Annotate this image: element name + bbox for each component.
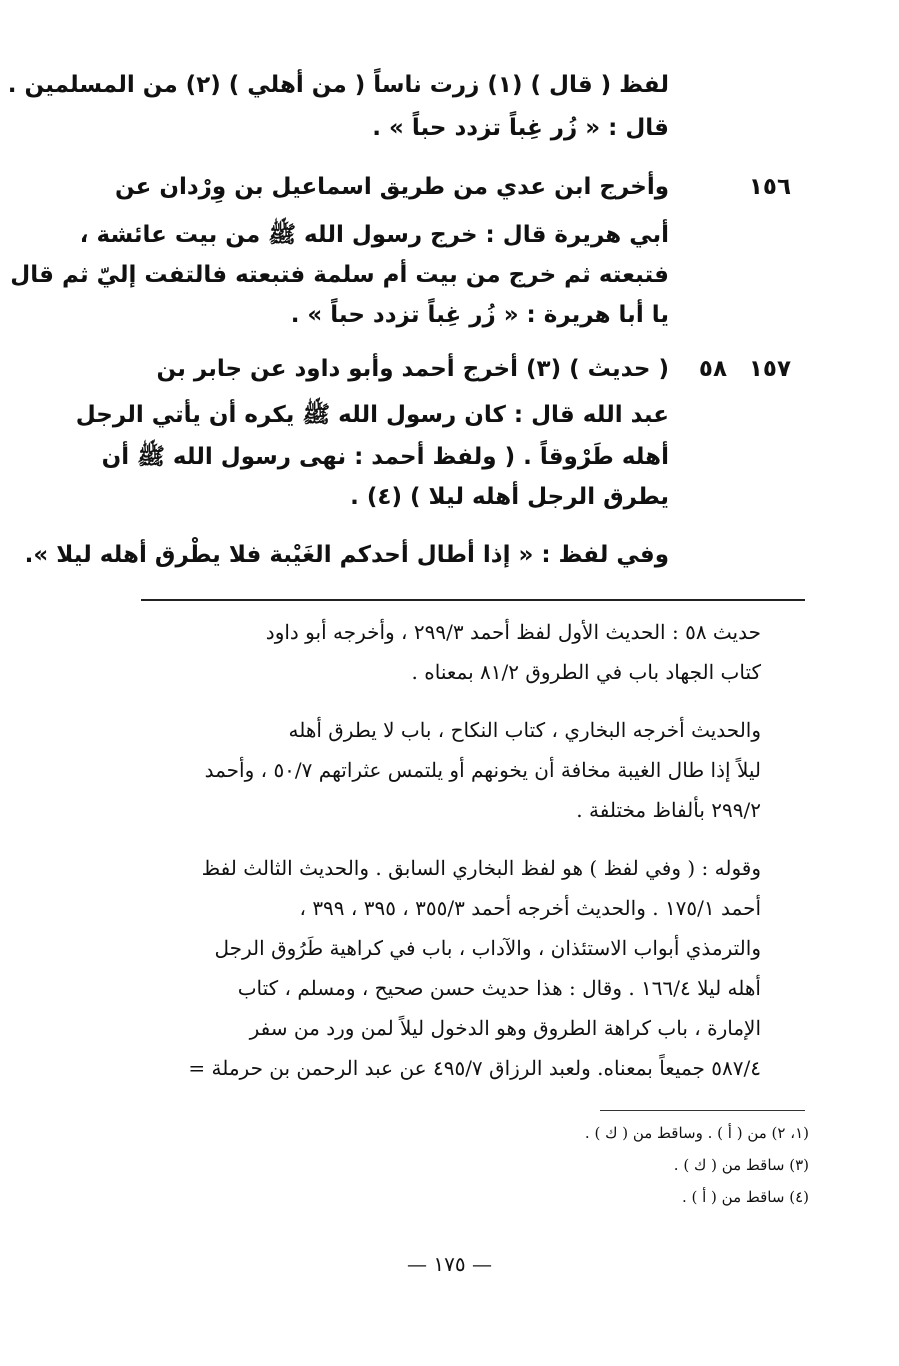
commentary-line: الإمارة ، باب كراهة الطروق وهو الدخول ليلاً لمن ورد من سفر	[249, 1016, 761, 1040]
entry-line: فتبعته ثم خرج من بيت أم سلمة فتبعته فالتفت إليّ ثم قال	[10, 262, 669, 288]
page-number: — ١٧٥ —	[407, 1252, 492, 1276]
entry-line: ( حديث ) (٣) أخرج أحمد وأبو داود عن جابر بن	[156, 356, 669, 382]
commentary-line: كتاب الجهاد باب في الطروق ٨١/٢ بمعناه .	[411, 660, 761, 684]
entry-number: ١٥٧	[748, 356, 791, 382]
entry-line: أبي هريرة قال : خرج رسول الله ﷺ من بيت عائشة ،	[79, 222, 669, 248]
intro-line: لفظ ( قال ) (١) زرت ناساً ( من أهلي ) (٢) من المسلمين .	[7, 72, 669, 98]
commentary-line: ليلاً إذا طال الغيبة مخافة أن يخونهم أو يلتمس عثراتهم ٥٠/٧ ، وأحمد	[204, 758, 761, 782]
commentary-line: وقوله : ( وفي لفظ ) هو لفظ البخاري السابق . والحديث الثالث لفظ	[201, 856, 761, 880]
entry-line: عبد الله قال : كان رسول الله ﷺ يكره أن يأتي الرجل	[75, 402, 669, 428]
section-divider	[141, 599, 805, 601]
entry-number: ١٥٦	[748, 174, 791, 200]
footnote-divider	[600, 1110, 805, 1111]
entry-line: يا أبا هريرة : « زُر غِباً تزدد حباً » .	[290, 302, 669, 328]
entry-line: يطرق الرجل أهله ليلا ) (٤) .	[350, 484, 669, 510]
commentary-line: ٥٨٧/٤ جميعاً بمعناه. ولعبد الرزاق ٤٩٥/٧ عن عبد الرحمن بن حرملة =	[188, 1056, 761, 1080]
commentary-line: والترمذي أبواب الاستئذان ، والآداب ، باب في كراهية طَرُوق الرجل	[214, 936, 761, 960]
commentary-line: أهله ليلا ١٦٦/٤ . وقال : هذا حديث حسن صحيح ، ومسلم ، كتاب	[237, 976, 761, 1000]
closing-line: وفي لفظ : « إذا أطال أحدكم الغَيْبة فلا يطْرق أهله ليلا ».	[24, 542, 669, 568]
commentary-line: والحديث أخرجه البخاري ، كتاب النكاح ، باب لا يطرق أهله	[288, 718, 761, 742]
intro-line: قال : « زُر غِباً تزدد حباً » .	[372, 115, 669, 141]
footnote: (١، ٢) من ( أ ) . وساقط من ( ك ) .	[584, 1124, 809, 1142]
entry-line: أهله طَرْوقاً . ( ولفظ أحمد : نهى رسول الله ﷺ أن	[101, 444, 669, 470]
entry-line: وأخرج ابن عدي من طريق اسماعيل بن وِرْدان عن	[114, 174, 669, 200]
commentary-line: أحمد ١٧٥/١ . والحديث أخرجه أحمد ٣٥٥/٣ ، ٣٩٥ ، ٣٩٩ ،	[299, 896, 761, 920]
hadith-ref-number: ٥٨	[698, 356, 727, 382]
footnote: (٣) ساقط من ( ك ) .	[673, 1156, 809, 1174]
footnote: (٤) ساقط من ( أ ) .	[681, 1188, 809, 1206]
commentary-line: ٢٩٩/٢ بألفاظ مختلفة .	[576, 798, 761, 822]
commentary-line: حديث ٥٨ : الحديث الأول لفظ أحمد ٢٩٩/٣ ، وأخرجه أبو داود	[265, 620, 761, 644]
